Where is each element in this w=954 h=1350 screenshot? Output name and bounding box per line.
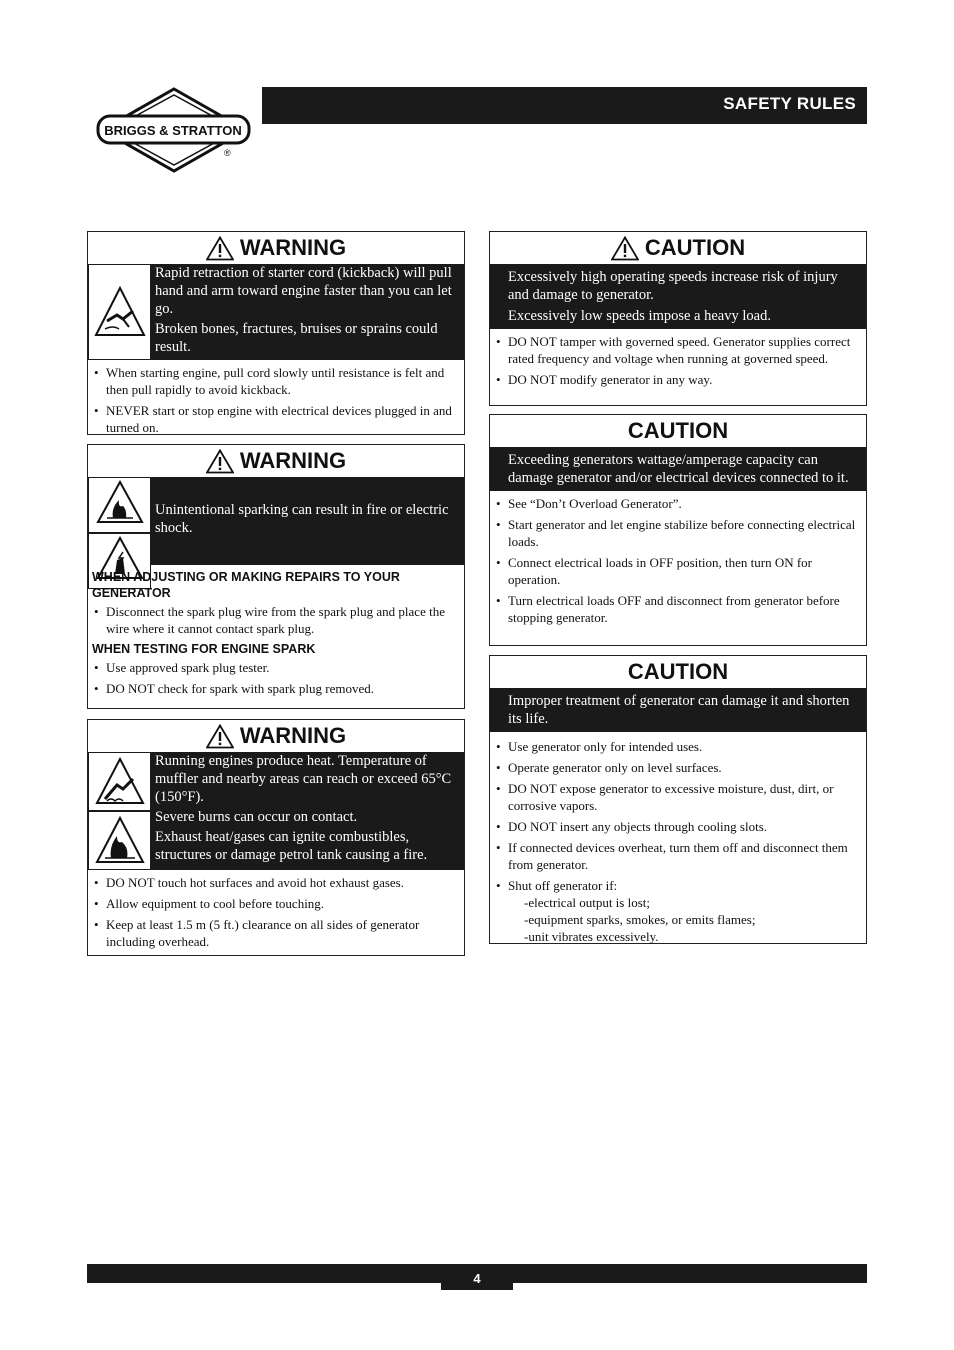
alert-triangle-icon — [611, 236, 639, 261]
warning-title: WARNING — [88, 720, 464, 752]
list-item: • See “Don’t Overload Generator”. — [494, 495, 862, 512]
caution2-band: Exceeding generators wattage/amperage capacity can damage generator and/or electrical devices connected to it. — [508, 452, 849, 486]
warning-sparking-box — [87, 444, 465, 709]
list-item — [494, 877, 862, 945]
list-item: • DO NOT touch hot surfaces and avoid hot exhaust gases. — [92, 874, 460, 891]
alert-triangle-icon — [206, 236, 234, 261]
header-bar — [262, 87, 867, 124]
list-item: • NEVER start or stop engine with electrical devices plugged in and turned on. — [92, 402, 460, 436]
list-item: • Disconnect the spark plug wire from the spark plug and place the wire where it cannot contact spark plug. — [92, 603, 460, 637]
fire-icon — [88, 811, 151, 870]
caution-overload-box — [489, 414, 867, 646]
caution-title: CAUTION — [627, 659, 729, 684]
caution-title: CAUTION — [490, 232, 866, 264]
list-item: • DO NOT insert any objects through cooling slots. — [494, 818, 862, 835]
page-number: 4 — [441, 1264, 513, 1290]
list-item: • DO NOT check for spark with spark plug removed. — [92, 680, 460, 697]
warning-heat-box — [87, 719, 465, 956]
caution-treatment-box — [489, 655, 867, 944]
list-item: • When starting engine, pull cord slowly until resistance is felt and then pull rapidly to avoid kickback. — [92, 364, 460, 398]
list-item: • Operate generator only on level surfaces. — [494, 759, 862, 776]
list-item: • Start generator and let engine stabilize before connecting electrical loads. — [494, 516, 862, 550]
list-item: • Connect electrical loads in OFF position, then turn ON for operation. — [494, 554, 862, 588]
alert-triangle-icon — [206, 449, 234, 474]
section-title: SAFETY RULES — [723, 94, 856, 113]
caution-title: CAUTION — [627, 418, 729, 443]
caution-speed-box — [489, 231, 867, 406]
subhead-repairs: WHEN ADJUSTING OR MAKING REPAIRS TO YOUR GENERATOR — [92, 570, 400, 600]
warning1-band-2: Broken bones, fractures, bruises or sprains could result. — [155, 321, 438, 355]
warning2-band: Unintentional sparking can result in fire or electric shock. — [155, 501, 449, 536]
logo-text: BRIGGS & STRATTON — [104, 123, 242, 138]
warning3-band-3: Exhaust heat/gases can ignite combustibles, structures or damage petrol tank causing a fire. — [155, 829, 428, 863]
warning-kickback-box — [87, 231, 465, 435]
sub-item: -equipment sparks, smokes, or emits flames; — [524, 912, 756, 927]
list-item: • Use approved spark plug tester. — [92, 659, 460, 676]
briggs-stratton-logo — [96, 86, 252, 174]
kickback-hand-icon — [88, 264, 151, 360]
shutoff-lead: Shut off generator if: — [508, 878, 618, 893]
sub-item: -unit vibrates excessively. — [524, 929, 659, 944]
warning1-band-1: Rapid retraction of starter cord (kickback) will pull hand and arm toward engine faster than you can let go. — [155, 265, 452, 317]
hot-surface-icon — [88, 752, 151, 811]
warning3-band-2: Severe burns can occur on contact. — [155, 809, 358, 825]
caution1-band-2: Excessively low speeds impose a heavy load. — [508, 308, 771, 324]
fire-icon — [88, 477, 151, 533]
alert-triangle-icon — [206, 724, 234, 749]
list-item: • Allow equipment to cool before touching. — [92, 895, 460, 912]
subhead-spark-test: WHEN TESTING FOR ENGINE SPARK — [92, 642, 316, 656]
list-item: • DO NOT tamper with governed speed. Generator supplies correct rated frequency and voltage when running at governed speed. — [494, 333, 862, 367]
sub-item: -electrical output is lost; — [524, 895, 650, 910]
list-item: • Turn electrical loads OFF and disconnect from generator before stopping generator. — [494, 592, 862, 626]
list-item: • DO NOT expose generator to excessive moisture, dust, dirt, or corrosive vapors. — [494, 780, 862, 814]
warning-title: WARNING — [88, 445, 464, 477]
list-item: • Use generator only for intended uses. — [494, 738, 862, 755]
warning3-band-1: Running engines produce heat. Temperature of muffler and nearby areas can reach or exceed 65°C (150°F). — [155, 753, 452, 805]
registered-mark: ® — [224, 148, 231, 158]
caution1-band-1: Excessively high operating speeds increase risk of injury and damage to generator. — [508, 269, 838, 303]
caution3-band: Improper treatment of generator can damage it and shorten its life. — [508, 693, 850, 727]
list-item: • Keep at least 1.5 m (5 ft.) clearance on all sides of generator including overhead. — [92, 916, 460, 950]
list-item: • DO NOT modify generator in any way. — [494, 371, 862, 388]
warning-title: WARNING — [88, 232, 464, 264]
list-item: • If connected devices overheat, turn them off and disconnect them from generator. — [494, 839, 862, 873]
